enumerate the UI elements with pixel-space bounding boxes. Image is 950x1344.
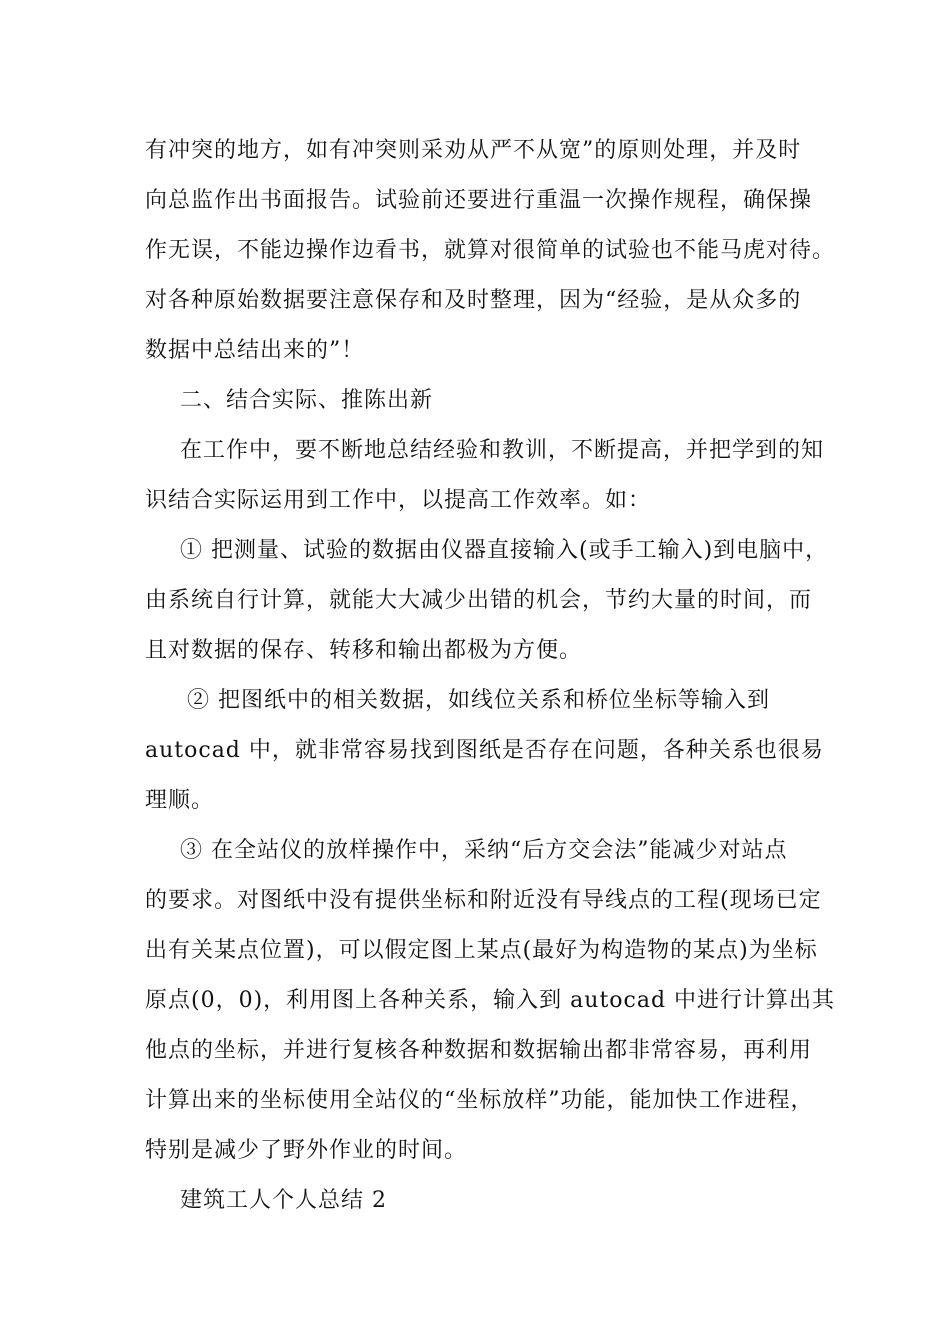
list-item-1: ① 把测量、试验的数据由仪器直接输入(或手工输入)到电脑中，	[180, 538, 829, 563]
list-item-3: ③ 在全站仪的放样操作中，采纳“后方交会法”能减少对站点	[180, 838, 788, 863]
paragraph-line: 在工作中，要不断地总结经验和教训，不断提高，并把学到的知	[180, 438, 825, 463]
section-title: 建筑工人个人总结 2	[180, 1188, 387, 1213]
paragraph-line: 他点的坐标，并进行复核各种数据和数据输出都非常容易，再利用	[145, 1038, 813, 1063]
paragraph-line: 原点(0，0)，利用图上各种关系，输入到 autocad 中进行计算出其	[145, 988, 836, 1013]
paragraph-line: 对各种原始数据要注意保存和及时整理，因为“经验，是从众多的	[145, 288, 802, 313]
paragraph-line: 的要求。对图纸中没有提供坐标和附近没有导线点的工程(现场已定	[145, 888, 822, 913]
paragraph-line: 出有关某点位置)，可以假定图上某点(最好为构造物的某点)为坐标	[145, 938, 818, 963]
paragraph-line: 识结合实际运用到工作中，以提高工作效率。如：	[145, 488, 652, 513]
paragraph-line: 理顺。	[145, 788, 215, 813]
section-heading: 二、结合实际、推陈出新	[180, 388, 434, 413]
paragraph-line: 作无误，不能边操作边看书，就算对很简单的试验也不能马虎对待。	[145, 238, 836, 263]
paragraph-line: 且对数据的保存、转移和输出都极为方便。	[145, 638, 583, 663]
paragraph-line: 计算出来的坐标使用全站仪的“坐标放样”功能，能加快工作进程，	[145, 1088, 814, 1113]
paragraph-line: 有冲突的地方，如有冲突则采劝从严不从宽”的原则处理，并及时	[145, 138, 802, 163]
paragraph-line: 向总监作出书面报告。试验前还要进行重温一次操作规程，确保操	[145, 188, 813, 213]
paragraph-line: 特别是减少了野外作业的时间。	[145, 1138, 468, 1163]
paragraph-line: autocad 中，就非常容易找到图纸是否存在问题，各种关系也很易	[145, 738, 824, 763]
paragraph-line: 数据中总结出来的”！	[145, 338, 365, 363]
paragraph-line: 由系统自行计算，就能大大减少出错的机会，节约大量的时间，而	[145, 588, 813, 613]
list-item-2: ② 把图纸中的相关数据，如线位关系和桥位坐标等输入到	[187, 688, 770, 713]
